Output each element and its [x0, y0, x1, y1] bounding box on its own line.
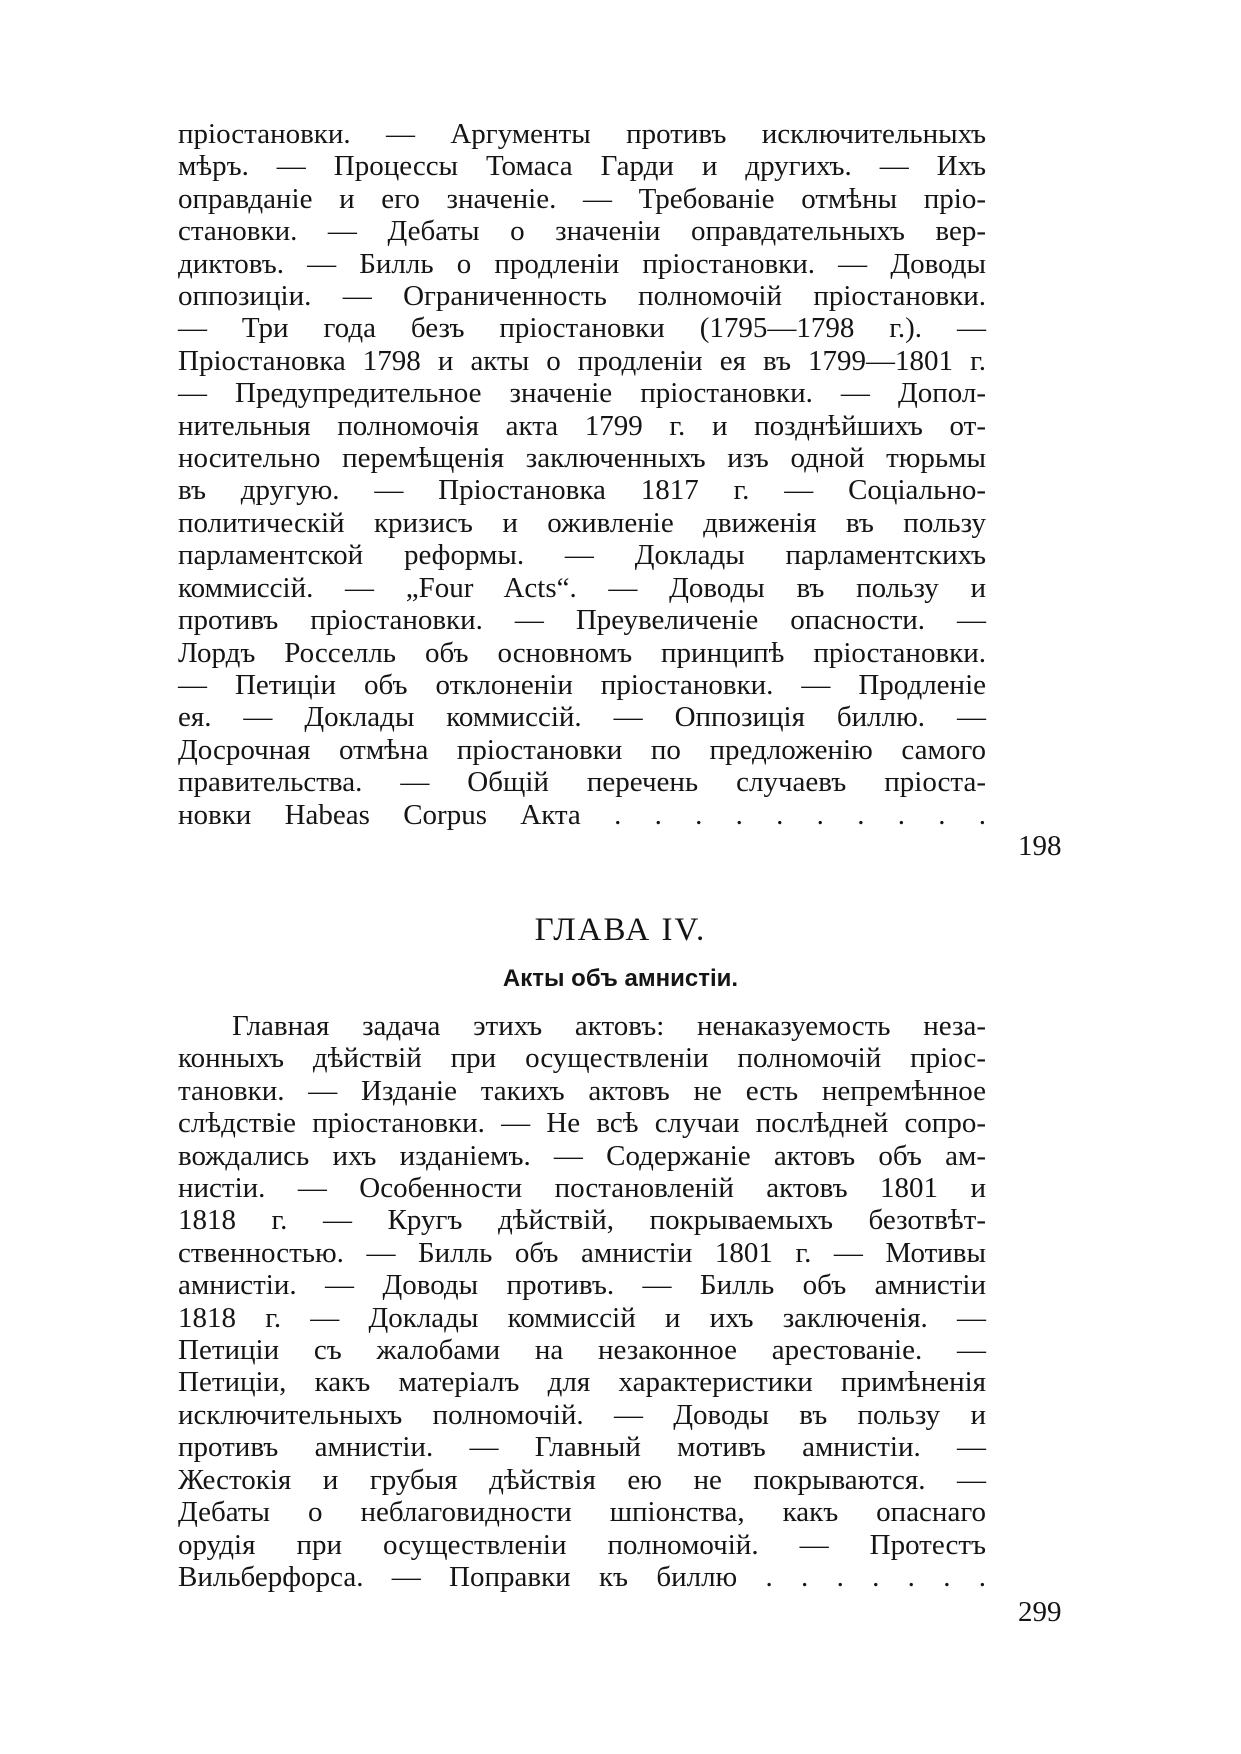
text-line: нительныя полномочія акта 1799 г. и позднѣйшихъ от-: [178, 409, 986, 442]
page-reference: 299: [1018, 1596, 1062, 1628]
text-line: пріостановки. — Аргументы противъ исключительныхъ: [178, 118, 986, 150]
text-line: — Предупредительное значеніе пріостановки. — Допол-: [178, 377, 986, 410]
text-line-leader: Вильберфорса. — Поправки къ биллю . . . . . . .: [178, 1560, 986, 1593]
section-3-summary: [178, 118, 986, 831]
text-line: парламентской реформы. — Доклады парламентскихъ: [178, 539, 986, 572]
text-line: слѣдствіе пріостановки. — Не всѣ случаи послѣдней сопро-: [178, 1107, 986, 1140]
chapter-4-summary: [178, 1010, 986, 1593]
text-line: противъ амнистіи. — Главный мотивъ амнистіи. —: [178, 1431, 986, 1464]
text-line: Дебаты о неблаговидности шпіонства, какъ опаснаго: [178, 1496, 986, 1529]
text-line-leader: новки Habeas Corpus Акта . . . . . . . . . .: [178, 798, 986, 831]
text-line: политическій кризисъ и оживленіе движенія въ пользу: [178, 506, 986, 539]
chapter-heading: ГЛАВА IV.: [534, 912, 707, 948]
text-line: въ другую. — Пріостановка 1817 г. — Соціально-: [178, 474, 986, 507]
text-line: Пріостановка 1798 и акты о продленіи ея въ 1799—1801 г.: [178, 344, 986, 377]
text-line: Главная задача этихъ актовъ: ненаказуемость неза-: [232, 1010, 986, 1042]
text-line: вождались ихъ изданіемъ. — Содержаніе актовъ объ ам-: [178, 1139, 986, 1172]
page-reference: 198: [1018, 830, 1062, 862]
text-line: противъ пріостановки. — Преувеличеніе опасности. —: [178, 604, 986, 637]
text-line: мѣръ. — Процессы Томаса Гарди и другихъ. — Ихъ: [178, 150, 986, 183]
text-line: амнистіи. — Доводы противъ. — Билль объ амнистіи: [178, 1269, 986, 1302]
text-line: орудія при осуществленіи полномочій. — Протестъ: [178, 1528, 986, 1561]
text-line: 1818 г. — Доклады коммиссій и ихъ заключенія. —: [178, 1301, 986, 1334]
text-line: диктовъ. — Билль о продленіи пріостановки. — Доводы: [178, 247, 986, 280]
text-line: — Петиціи объ отклоненіи пріостановки. — Продленіе: [178, 668, 986, 701]
text-line: оправданіе и его значеніе. — Требованіе отмѣны пріо-: [178, 182, 986, 215]
text-line: Лордъ Росселль объ основномъ принципѣ пріостановки.: [178, 636, 986, 669]
text-line: правительства. — Общій перечень случаевъ пріоста-: [178, 766, 986, 799]
text-line: 1818 г. — Кругъ дѣйствій, покрываемыхъ безотвѣт-: [178, 1204, 986, 1237]
text-line: становки. — Дебаты о значеніи оправдательныхъ вер-: [178, 215, 986, 248]
chapter-subtitle: Акты объ амнистіи.: [502, 965, 739, 992]
text-line: носительно перемѣщенія заключенныхъ изъ одной тюрьмы: [178, 442, 986, 475]
text-line: конныхъ дѣйствій при осуществленіи полномочій пріос-: [178, 1042, 986, 1075]
text-line: оппозиціи. — Ограниченность полномочій пріостановки.: [178, 280, 986, 313]
text-line: Жестокія и грубыя дѣйствія ею не покрываются. —: [178, 1463, 986, 1496]
text-line: исключительныхъ полномочій. — Доводы въ пользу и: [178, 1398, 986, 1431]
text-line: тановки. — Изданіе такихъ актовъ не есть непремѣнное: [178, 1074, 986, 1107]
text-line: Петиціи, какъ матеріалъ для характеристики примѣненія: [178, 1366, 986, 1399]
text-line: нистіи. — Особенности постановленій актовъ 1801 и: [178, 1172, 986, 1205]
text-line: Досрочная отмѣна пріостановки по предложенію самого: [178, 733, 986, 766]
text-line: — Три года безъ пріостановки (1795—1798 г.). —: [178, 312, 986, 345]
text-line: ственностью. — Билль объ амнистіи 1801 г. — Мотивы: [178, 1236, 986, 1269]
text-line: Петиціи съ жалобами на незаконное арестованіе. —: [178, 1334, 986, 1367]
text-line: ея. — Доклады коммиссій. — Оппозиція биллю. —: [178, 701, 986, 734]
text-line: коммиссій. — „Four Acts“. — Доводы въ пользу и: [178, 571, 986, 604]
